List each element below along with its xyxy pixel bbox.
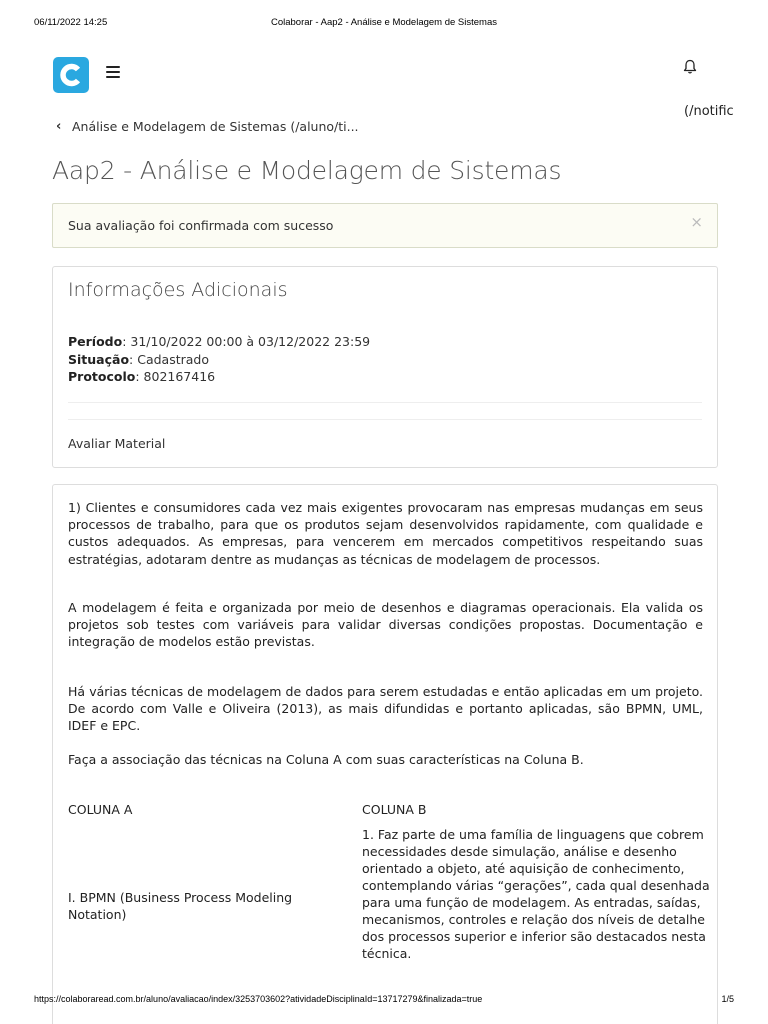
print-title: Colaborar - Aap2 - Análise e Modelagem de Sistemas bbox=[270, 17, 497, 28]
question-paragraph-3: Há várias técnicas de modelagem de dados para serem estudadas e então aplicadas em um projeto. De acordo com Valle e Oliveira (2013), as mais difundidas e portanto aplicadas, são BPMN, UML, IDEF e EPC. bbox=[68, 684, 703, 734]
bell-icon[interactable] bbox=[683, 59, 697, 75]
hamburger-menu-icon[interactable] bbox=[106, 65, 120, 79]
divider bbox=[68, 419, 702, 420]
info-fields bbox=[68, 333, 370, 386]
colaborar-logo[interactable] bbox=[53, 57, 89, 93]
column-b-header: COLUNA B bbox=[362, 802, 427, 817]
alert-message: Sua avaliação foi confirmada com sucesso bbox=[68, 218, 334, 233]
print-datetime: 06/11/2022 14:25 bbox=[34, 17, 108, 28]
print-footer bbox=[34, 994, 734, 1006]
breadcrumb[interactable] bbox=[56, 119, 359, 134]
success-alert bbox=[52, 203, 718, 248]
print-url: https://colaboraread.com.br/aluno/avaliacao/index/3253703602?atividadeDisciplinaId=13717279&finalizada=true bbox=[34, 994, 483, 1004]
print-header bbox=[34, 17, 734, 31]
info-card-title: Informações Adicionais bbox=[68, 279, 288, 301]
periodo-row bbox=[68, 333, 370, 351]
situacao-label: Situação bbox=[68, 351, 130, 367]
situacao-value: : Cadastrado bbox=[129, 351, 209, 367]
avaliar-material-link[interactable]: Avaliar Material bbox=[68, 436, 166, 451]
breadcrumb-label: Análise e Modelagem de Sistemas (/aluno/ti... bbox=[72, 119, 359, 134]
column-a-header: COLUNA A bbox=[68, 802, 133, 817]
question-card bbox=[52, 484, 718, 1024]
periodo-label: Período bbox=[68, 334, 123, 349]
info-card bbox=[52, 266, 718, 468]
column-a-item-1: I. BPMN (Business Process Modeling Notation) bbox=[68, 890, 293, 922]
protocolo-value: : 802167416 bbox=[135, 369, 216, 384]
question-paragraph-1: 1) Clientes e consumidores cada vez mais exigentes provocaram nas empresas mudanças em seus processos de trabalho, para que os produtos sejam desenvolvidos rapidamente, com qualidade e custos adequados. As empresas, para vencerem em mercados competitivos respeitando suas estratégias, adotaram dentre as mudanças as técnicas de modelagem de processos. bbox=[68, 500, 703, 567]
situacao-row bbox=[68, 351, 370, 369]
divider bbox=[68, 402, 702, 403]
page-title: Aap2 - Análise e Modelagem de Sistemas bbox=[52, 156, 562, 185]
question-paragraph-4: Faça a associação das técnicas na Coluna A com suas características na Coluna B. bbox=[68, 752, 584, 767]
close-icon[interactable]: × bbox=[690, 213, 703, 231]
protocolo-row bbox=[68, 368, 370, 386]
print-page-number: 1/5 bbox=[721, 994, 734, 1004]
question-paragraph-2: A modelagem é feita e organizada por meio de desenhos e diagramas operacionais. Ela valida os projetos sob testes com variáveis para validar diversas condições propostas. Documentação e integração de modelos estão previstas. bbox=[68, 600, 703, 650]
notifications-link[interactable]: (/notific bbox=[684, 104, 734, 119]
column-b-item-1: 1. Faz parte de uma família de linguagens que cobrem necessidades desde simulação, análise e desenho orientado a objeto, até aquisição de conhecimento, contemplando várias “gerações”, cada qual desenhada para uma função de modelagem. As entradas, saídas, mecanismos, controles e relação dos níveis de detalhe dos processos superior e inferior são destacados nesta técnica. bbox=[362, 827, 710, 961]
periodo-value: : 31/10/2022 00:00 à 03/12/2022 23:59 bbox=[122, 334, 371, 349]
chevron-left-icon: ‹ bbox=[56, 119, 62, 134]
protocolo-label: Protocolo bbox=[68, 369, 136, 384]
